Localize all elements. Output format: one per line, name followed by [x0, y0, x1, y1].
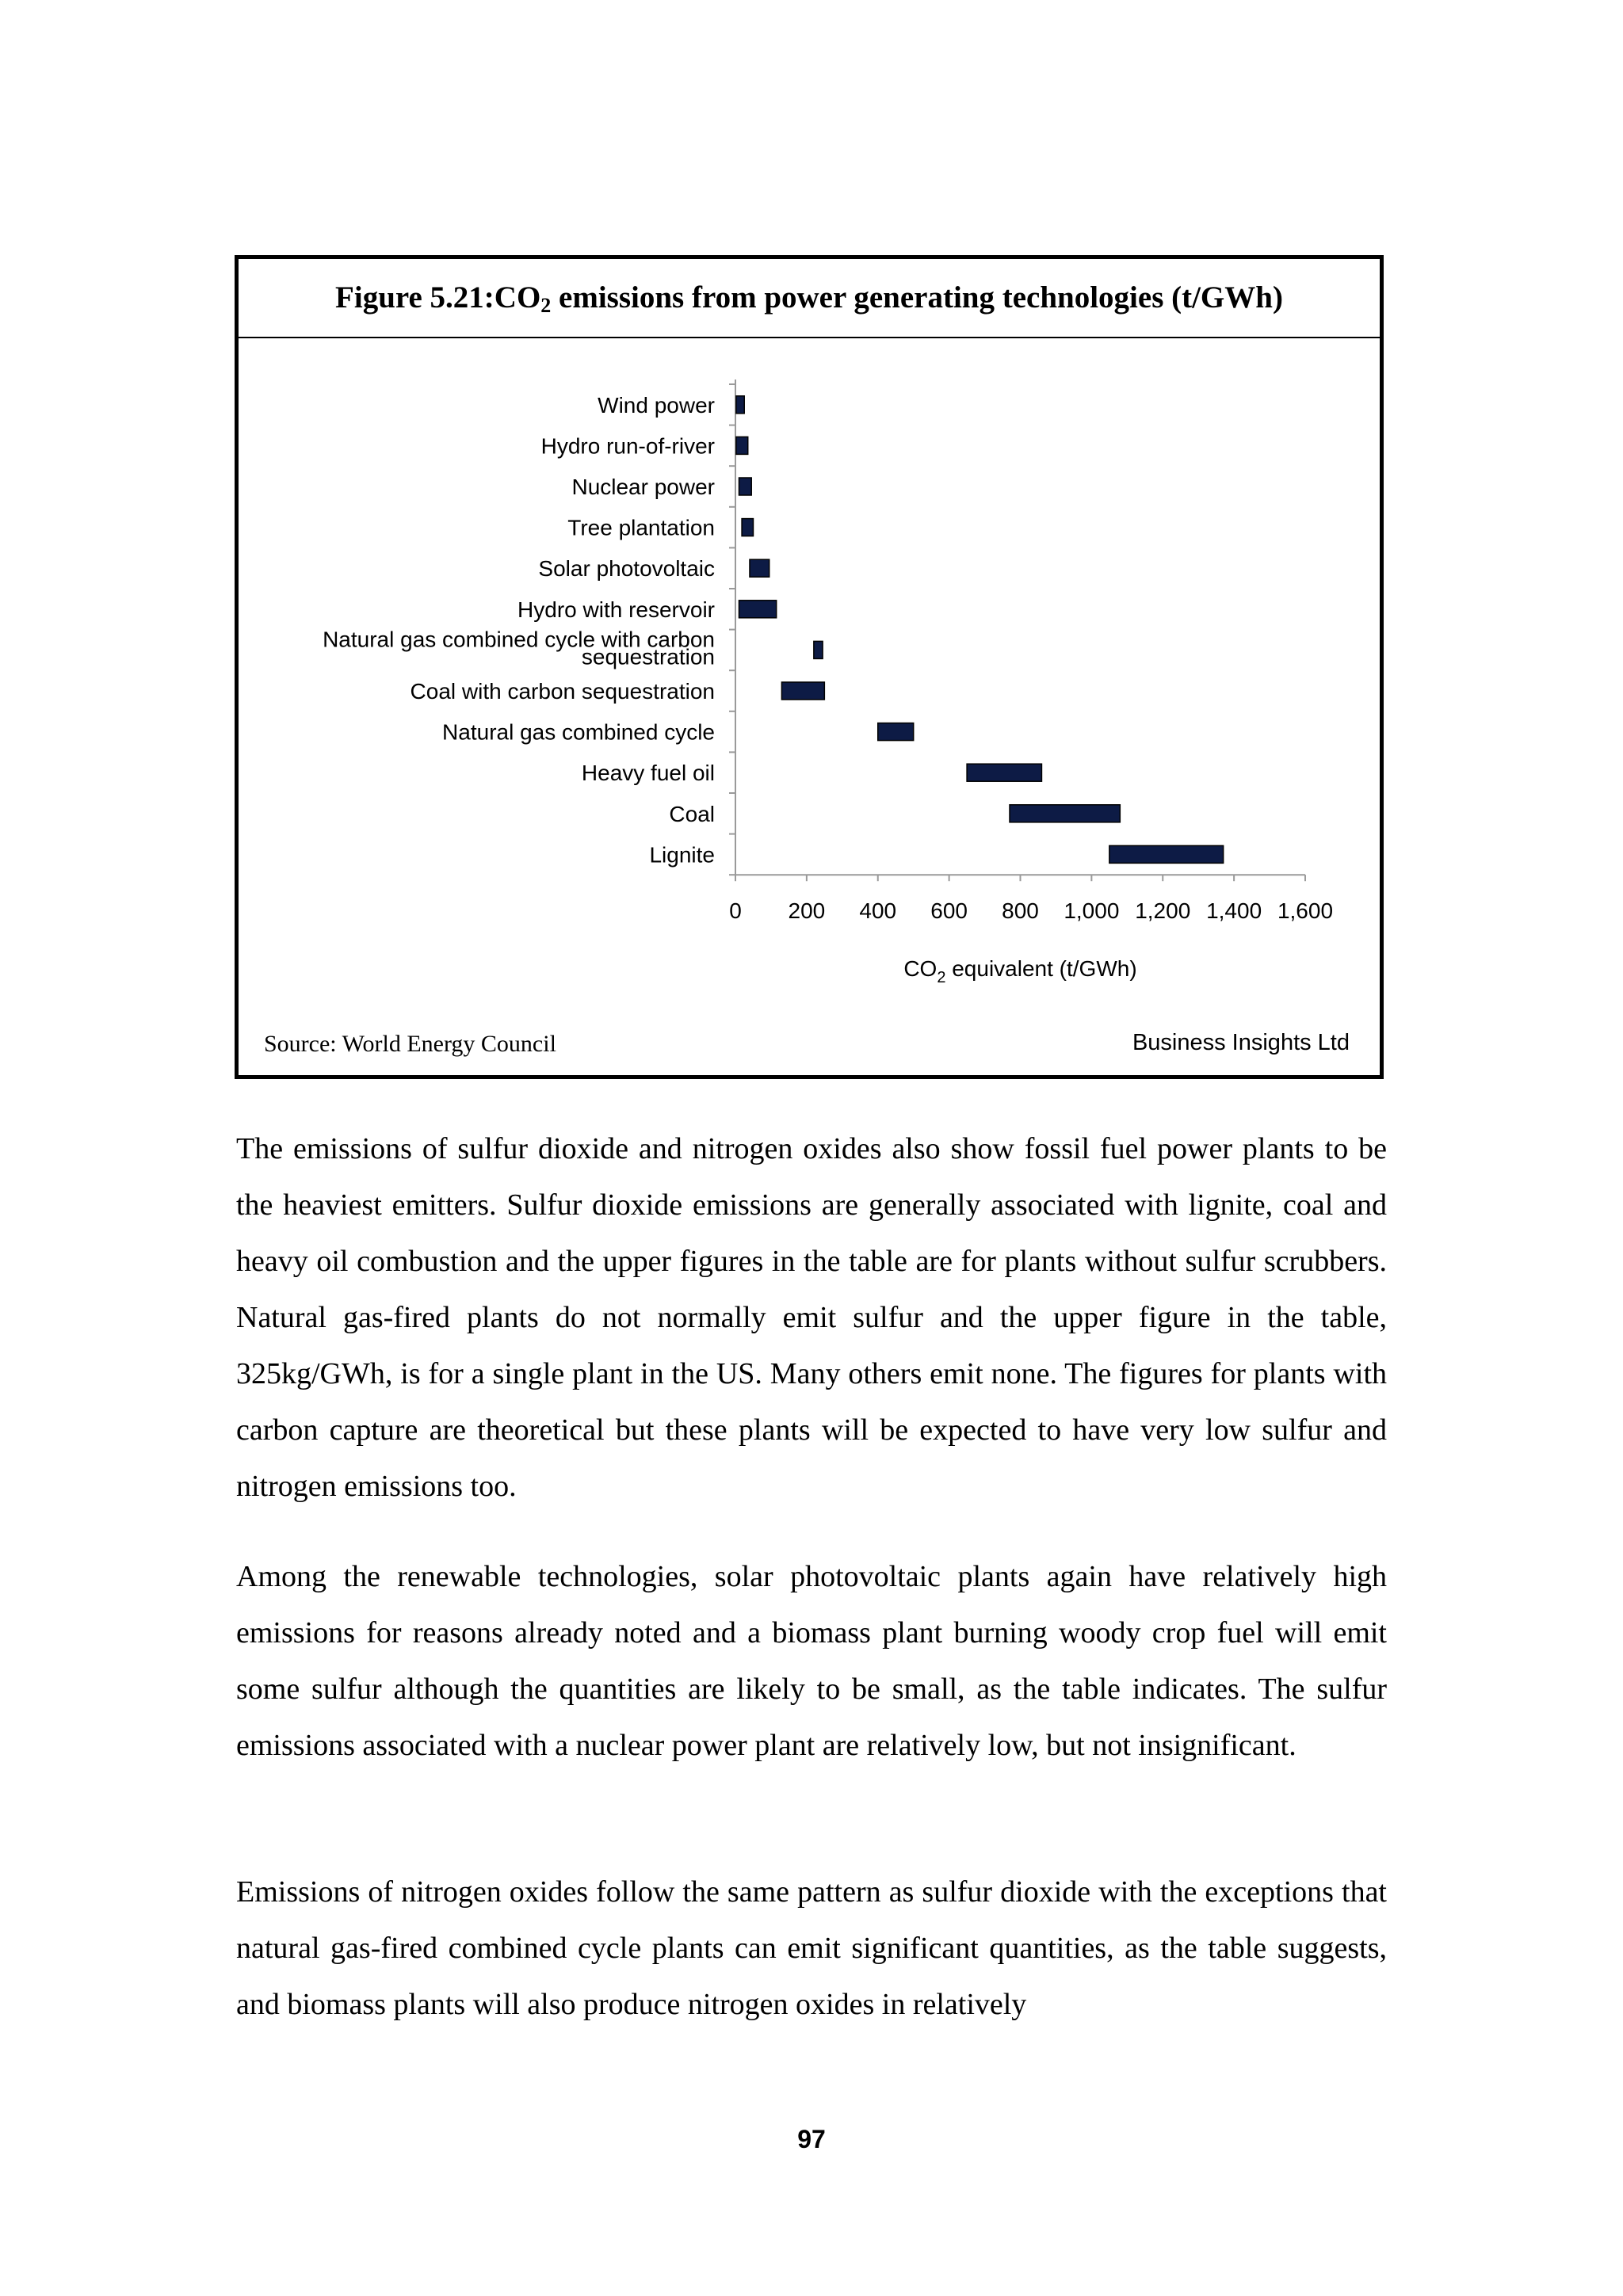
category-label: Heavy fuel oil: [581, 761, 715, 786]
x-tick-label: 1,000: [1064, 898, 1120, 924]
body-paragraph-1: The emissions of sulfur dioxide and nitrogen oxides also show fossil fuel power plants to be the heaviest emitters. Sulfur dioxide emissions are generally associated with lignite, coal and heavy oil combustion and the upper figures in the table are for plants without sulfur scrubbers. Natural gas-fired plants do not normally emit sulfur and the upper figure in the table, 325kg/GWh, is for a single plant in the US. Many others emit none. The figures for plants with carbon capture are theoretical but these plants will be expected to have very low sulfur and nitrogen emissions too.: [236, 1132, 1387, 1503]
bar-5: [739, 601, 776, 618]
figure-box: [235, 255, 1384, 1079]
category-label-line: Natural gas combined cycle with carbon: [323, 627, 715, 652]
bar-7: [781, 682, 824, 700]
bar-9: [967, 764, 1041, 781]
body-paragraph-3: Emissions of nitrogen oxides follow the same pattern as sulfur dioxide with the exceptions that natural gas-fired combined cycle plants can emit significant quantities, as the table suggests, and biomass plants will also produce nitrogen oxides in relatively: [236, 1875, 1387, 2021]
co2-emissions-chart: [239, 338, 1380, 1004]
category-label: Tree plantation: [567, 515, 715, 540]
category-label: Natural gas combined cycle: [442, 719, 715, 745]
category-label: Nuclear power: [571, 475, 715, 499]
category-label: Coal with carbon sequestration: [410, 679, 715, 704]
figure-credit: Business Insights Ltd: [1132, 1030, 1350, 1055]
figure-source: Source: World Energy Council: [264, 1031, 556, 1057]
bar-3: [742, 519, 753, 536]
x-tick-label: 200: [788, 898, 826, 924]
category-label: Hydro run-of-river: [540, 433, 715, 459]
x-tick-label: 400: [859, 898, 897, 924]
bar-6: [814, 641, 823, 658]
x-tick-label: 600: [930, 898, 968, 924]
bar-2: [739, 478, 751, 495]
body-paragraph-2: Among the renewable technologies, solar photovoltaic plants again have relatively high emissions for reasons already noted and a biomass plant burning woody crop fuel will emit some sulfur although the quantities are likely to be small, as the table indicates. The sulfur emissions associated with a nuclear power plant are relatively low, but not insignificant.: [236, 1560, 1387, 1762]
x-tick-label: 800: [1002, 898, 1039, 924]
category-label: Solar photovoltaic: [538, 556, 715, 582]
category-label: Lignite: [649, 842, 715, 868]
category-label: Coal: [669, 801, 715, 826]
page-number: 97: [797, 2125, 826, 2153]
x-tick-label: 1,400: [1206, 898, 1262, 924]
bar-11: [1109, 845, 1224, 863]
category-label-line: sequestration: [581, 644, 715, 669]
bar-0: [736, 396, 744, 414]
bar-10: [1010, 805, 1120, 822]
x-tick-label: 1,600: [1277, 898, 1334, 924]
bar-1: [736, 437, 748, 454]
bar-8: [878, 723, 914, 741]
x-tick-label: 1,200: [1135, 898, 1191, 924]
bar-4: [750, 559, 769, 577]
x-tick-label: 0: [729, 898, 742, 924]
x-axis-title: $CO_2$ equivalent (t/GWh): [903, 956, 1137, 987]
category-label: Wind power: [598, 392, 715, 418]
figure-title: Figure $5.21:CO_2$ emissions from power generating technologies (t/GWh): [239, 259, 1380, 338]
category-label: Hydro with reservoir: [517, 597, 715, 622]
